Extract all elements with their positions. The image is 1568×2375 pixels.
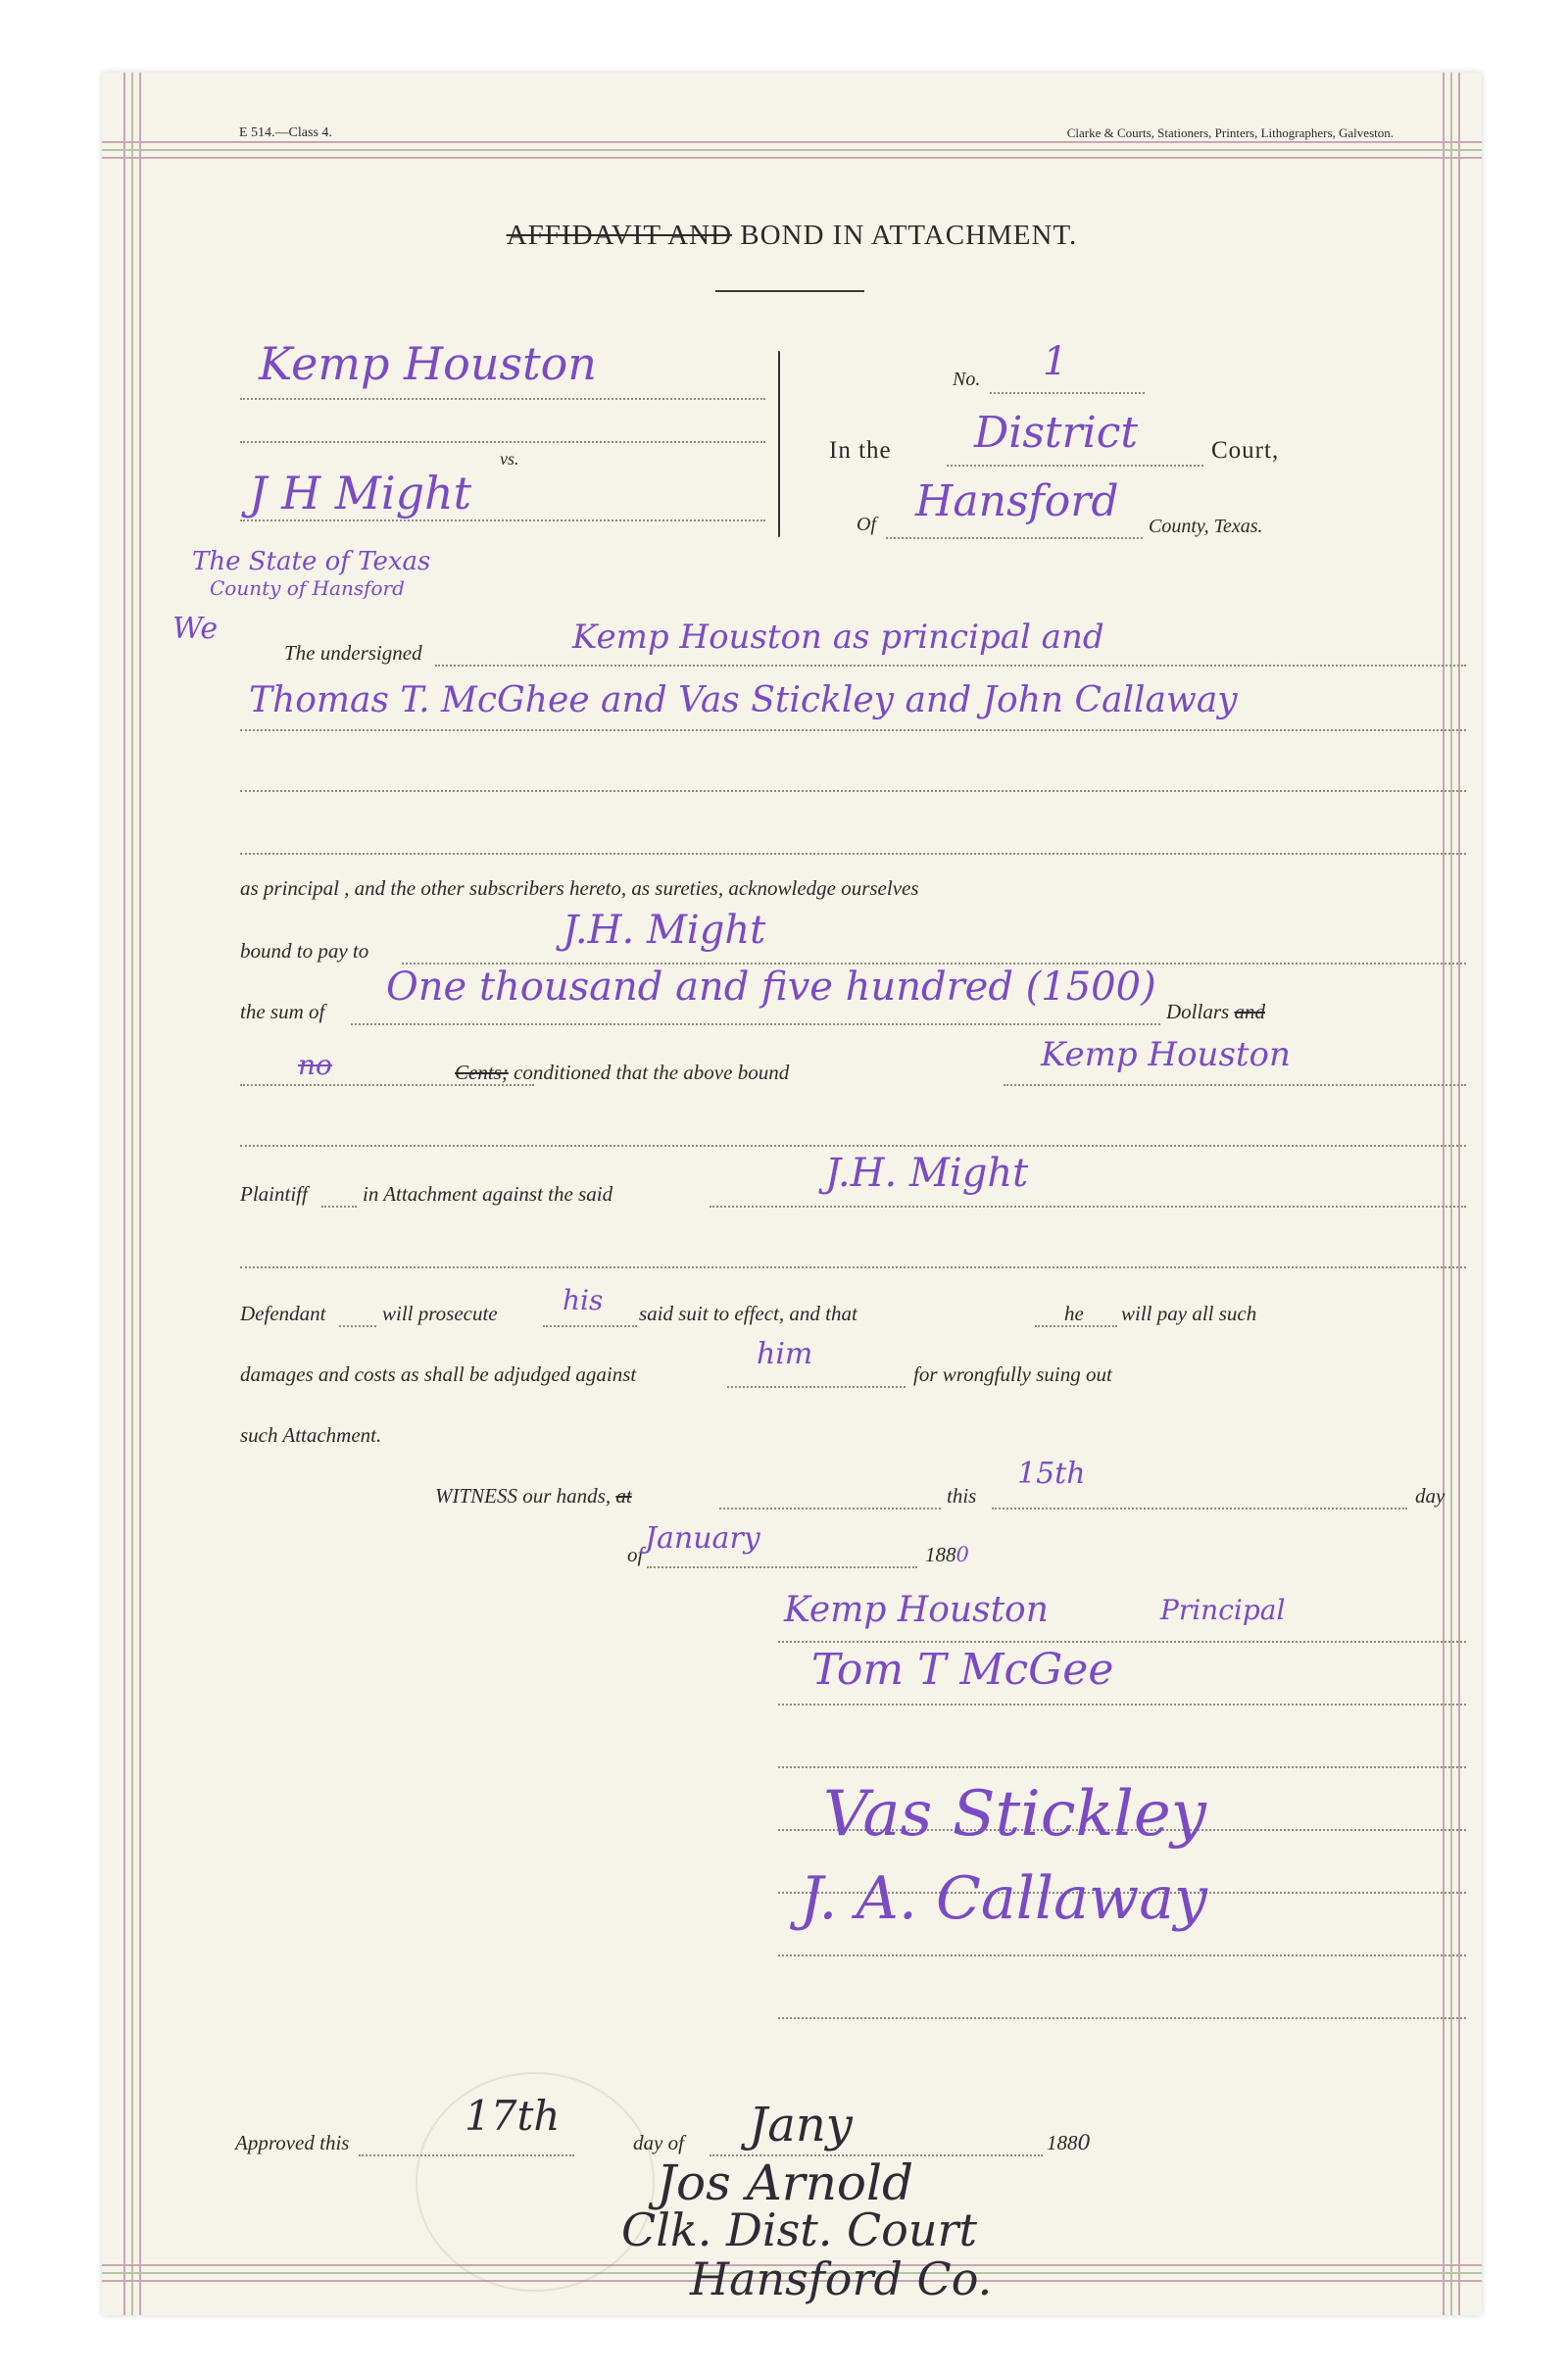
he-value: he (1064, 1302, 1084, 1325)
dollars-struck: and (1234, 1000, 1265, 1023)
caption-line (240, 441, 765, 443)
court-line (947, 465, 1203, 467)
pay-label: will pay all such (1121, 1302, 1257, 1325)
witness-day-value: 15th (1017, 1457, 1086, 1491)
margin-rule (123, 73, 125, 2315)
margin-rule (139, 73, 141, 2315)
title-text: BOND IN ATTACHMENT. (732, 220, 1078, 251)
signature-surety-2: Vas Stickley (823, 1778, 1206, 1851)
caption-brace (778, 351, 780, 537)
venue-we: We (172, 612, 219, 646)
margin-rule (102, 157, 1482, 159)
sum-value: One thousand and five hundred (1500) (386, 965, 1156, 1010)
case-no-line (990, 392, 1145, 394)
sum-label: the sum of (240, 1000, 325, 1023)
month-line (647, 1566, 917, 1568)
defendant-line (240, 520, 765, 521)
county-line (886, 537, 1143, 539)
margin-rule (102, 149, 1482, 151)
dollars-text: Dollars (1166, 1000, 1230, 1023)
day-label: day (1415, 1484, 1446, 1508)
county-of-label: Of (857, 514, 876, 535)
of-label: of (627, 1543, 644, 1566)
venue-county: County of Hansford (210, 576, 405, 600)
signature-line (778, 2017, 1466, 2019)
wrong-label: for wrongfully suing out (913, 1362, 1112, 1386)
damages-value: him (757, 1337, 813, 1371)
county-value: Hansford (915, 476, 1119, 526)
signature-line (778, 1704, 1466, 1706)
principal-sentence: as principal , and the other subscribers hereto, as sureties, acknowledge ourselves (240, 876, 919, 900)
clerk-county: Hansford Co. (690, 2252, 993, 2305)
blank-line (240, 790, 1466, 792)
sureties-line (240, 729, 1466, 731)
conditioned-value: Kemp Houston (1041, 1035, 1291, 1074)
venue-state: The State of Texas (192, 547, 431, 576)
defendant-name: J H Might (249, 467, 472, 520)
blank-line (240, 1266, 1466, 1268)
attachment-line (710, 1206, 1466, 1208)
approved-day-value: 17th (465, 2092, 561, 2140)
signature-line (778, 1766, 1466, 1768)
approved-day-of: day of (633, 2131, 684, 2154)
defendant-dots (339, 1325, 376, 1327)
county-suffix: County, Texas. (1149, 516, 1263, 537)
approved-month-value: Jany (749, 2098, 853, 2152)
witness-line (719, 1508, 941, 1509)
witness-year-hand: 0 (956, 1543, 969, 1566)
title-rule (715, 290, 864, 292)
undersigned-value: Kemp Houston as principal and (572, 618, 1104, 657)
signature-line (778, 1954, 1466, 1956)
margin-rule (1450, 73, 1452, 2315)
defendant-label: Defendant (240, 1302, 326, 1325)
sureties-value: Thomas T. McGhee and Vas Stickley and John Callaway (249, 680, 1238, 720)
prosecute-label: will prosecute (382, 1302, 498, 1325)
court-prefix: In the (829, 437, 892, 464)
clerk-name: Jos Arnold (657, 2154, 914, 2211)
this-label: this (947, 1484, 977, 1508)
signature-role: Principal (1160, 1594, 1286, 1626)
witness-month: January (645, 1521, 760, 1556)
margin-rule (1443, 73, 1445, 2315)
prosecute-value: his (563, 1284, 604, 1316)
document-title (102, 220, 1482, 252)
clerk-title: Clk. Dist. Court (621, 2203, 977, 2256)
form-number: E 514.—Class 4. (239, 125, 332, 140)
witness-day-line (992, 1508, 1407, 1509)
case-no-label: No. (953, 369, 981, 390)
margin-rule (102, 141, 1482, 143)
bound-label: bound to pay to (240, 939, 369, 963)
prosecute-line (543, 1325, 637, 1327)
witness-text: WITNESS our hands, (435, 1484, 612, 1508)
attachment-value: J.H. Might (825, 1151, 1029, 1196)
conditioned-label: conditioned that the above bound (514, 1061, 790, 1084)
such-attachment: such Attachment. (240, 1423, 382, 1447)
printer-imprint: Clarke & Courts, Stationers, Printers, Lithographers, Galveston. (1066, 125, 1394, 140)
undersigned-line (435, 665, 1466, 667)
blank-line (240, 1145, 1466, 1147)
attachment-label: in Attachment against the said (363, 1182, 613, 1206)
plaintiff-label: Plaintiff (240, 1182, 308, 1206)
signature-principal: Kemp Houston (784, 1590, 1049, 1630)
witness-at-struck: at (615, 1484, 632, 1508)
damages-line (727, 1386, 906, 1388)
cents-value: no (298, 1049, 332, 1081)
approved-day-line (359, 2154, 574, 2156)
effect-label: said suit to effect, and that (639, 1302, 858, 1325)
case-no-value: 1 (1043, 339, 1068, 384)
bound-value: J.H. Might (563, 908, 766, 953)
blank-line (240, 853, 1466, 855)
witness-year (925, 1543, 969, 1567)
damages-label: damages and costs as shall be adjudged against (240, 1362, 637, 1386)
plaintiff-line (240, 398, 765, 400)
document-page (102, 73, 1482, 2315)
vs-label: vs. (500, 449, 519, 469)
approved-label: Approved this (235, 2131, 350, 2154)
margin-rule (131, 73, 133, 2315)
approved-year-printed: 188 (1047, 2131, 1078, 2154)
conditioned-line (1004, 1084, 1466, 1086)
margin-rule (1458, 73, 1460, 2315)
sum-line (351, 1023, 1160, 1025)
cents-label: Cents; (455, 1061, 509, 1084)
witness-label (435, 1484, 632, 1509)
approved-year-hand: 0 (1077, 2131, 1091, 2154)
plaintiff-dots (321, 1206, 357, 1208)
undersigned-label: The undersigned (284, 641, 422, 665)
signature-surety-1: Tom T McGee (811, 1645, 1114, 1695)
plaintiff-name: Kemp Houston (259, 337, 597, 390)
signature-line (778, 1641, 1466, 1643)
dollars-label (1166, 1000, 1265, 1024)
witness-year-printed: 188 (925, 1543, 956, 1566)
approved-year (1047, 2131, 1091, 2155)
court-value: District (974, 408, 1139, 458)
title-struck: AFFIDAVIT AND (506, 220, 733, 251)
signature-surety-3: J. A. Callaway (800, 1864, 1207, 1933)
cents-clause (455, 1061, 789, 1085)
court-suffix: Court, (1211, 437, 1280, 464)
